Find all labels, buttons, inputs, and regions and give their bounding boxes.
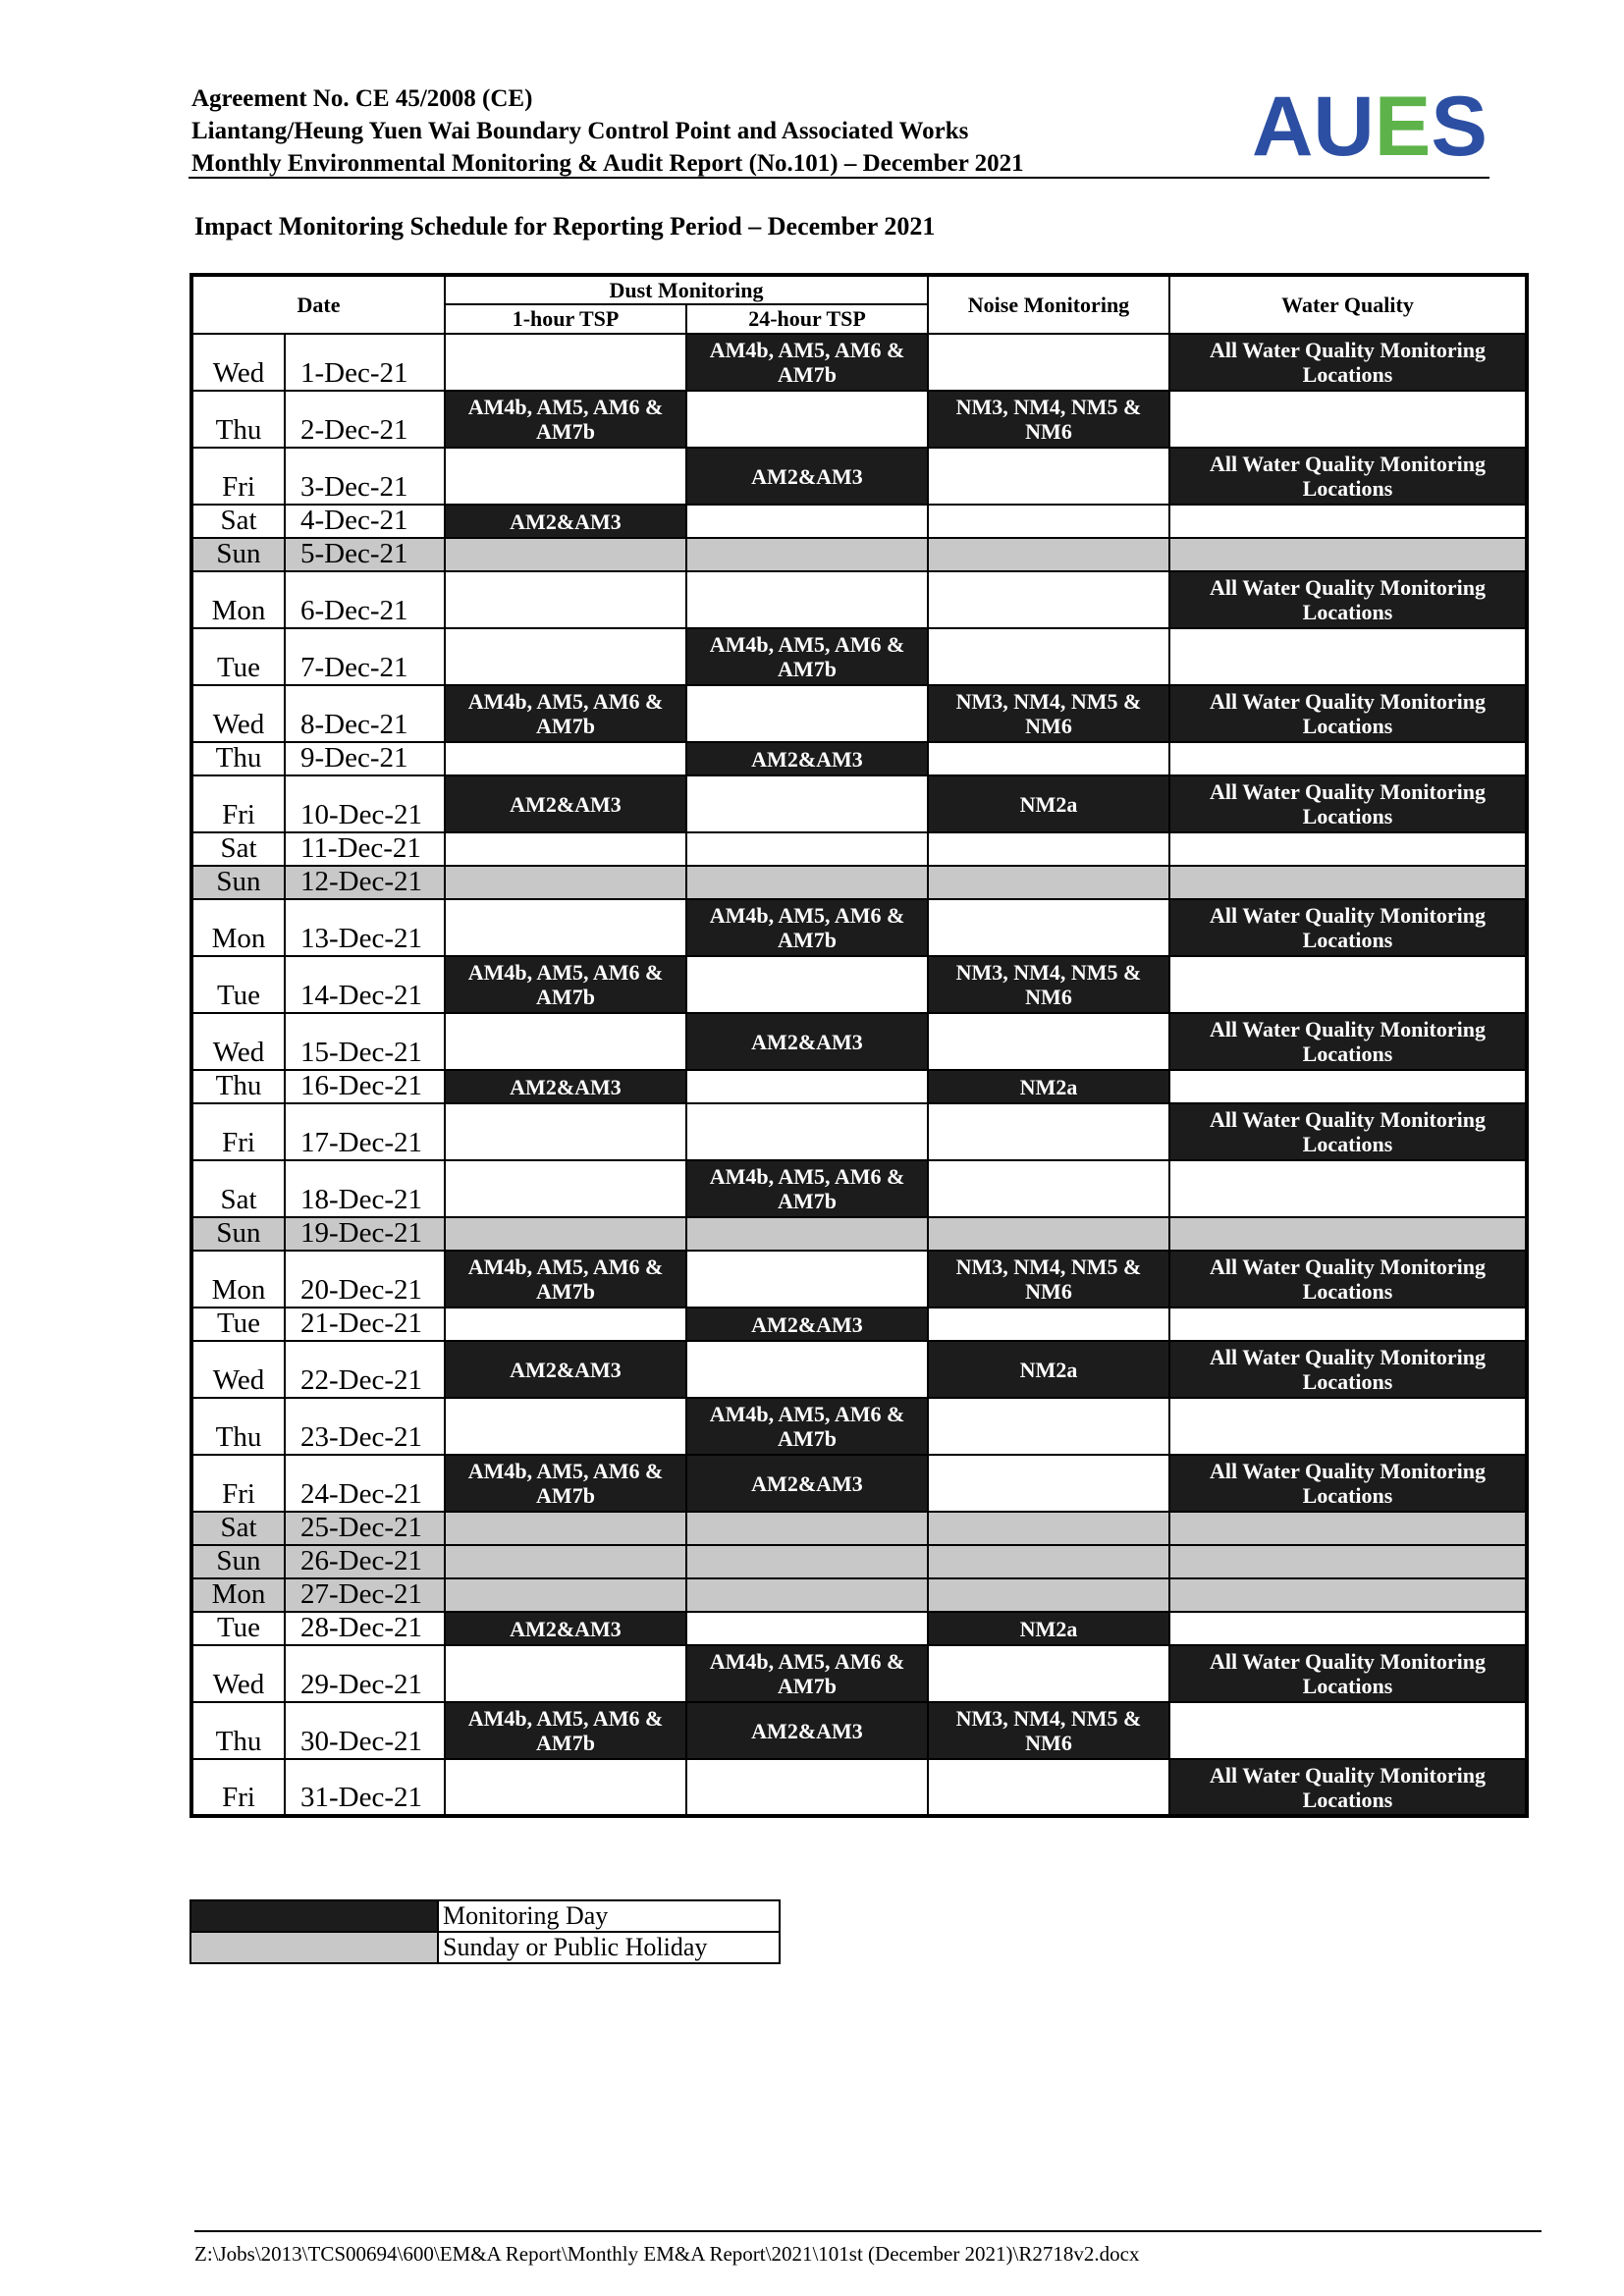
- holiday-label: Sunday or Public Holiday: [438, 1932, 780, 1963]
- day-cell: Sun: [191, 538, 285, 571]
- date-cell: 18-Dec-21: [285, 1160, 445, 1217]
- water-cell-text: All Water Quality Monitoring Locations: [1210, 575, 1486, 624]
- tsp1-cell: [445, 628, 686, 685]
- tsp1-cell: [445, 1341, 686, 1398]
- schedule-row: [191, 1103, 1527, 1160]
- date-cell: 15-Dec-21: [285, 1013, 445, 1070]
- date-cell: 1-Dec-21: [285, 334, 445, 391]
- day-cell: Thu: [191, 1702, 285, 1759]
- water-cell-text: All Water Quality Monitoring Locations: [1210, 1459, 1486, 1508]
- schedule-row: [191, 448, 1527, 505]
- noise-cell-text: NM3, NM4, NM5 & NM6: [955, 689, 1142, 738]
- schedule-row: [191, 1545, 1527, 1578]
- day-cell: Tue: [191, 956, 285, 1013]
- schedule-row: [191, 956, 1527, 1013]
- tsp24-cell: [686, 742, 928, 775]
- schedule-row: [191, 775, 1527, 832]
- logo-letter-a: A: [1252, 80, 1314, 172]
- tsp1-cell: [445, 448, 686, 505]
- date-cell: 22-Dec-21: [285, 1341, 445, 1398]
- tsp24-cell: [686, 685, 928, 742]
- noise-cell: [928, 391, 1169, 448]
- date-cell: 14-Dec-21: [285, 956, 445, 1013]
- tsp24-cell-text: AM2&AM3: [751, 1029, 863, 1054]
- tsp1-cell: [445, 775, 686, 832]
- noise-cell: [928, 1455, 1169, 1512]
- day-cell: Wed: [191, 1013, 285, 1070]
- noise-cell: [928, 1308, 1169, 1341]
- noise-monitoring-header: Noise Monitoring: [928, 275, 1169, 334]
- schedule-row: [191, 899, 1527, 956]
- schedule-row: [191, 1013, 1527, 1070]
- tsp24-cell: [686, 1702, 928, 1759]
- day-cell: Thu: [191, 742, 285, 775]
- day-cell: Mon: [191, 899, 285, 956]
- water-cell-text: All Water Quality Monitoring Locations: [1210, 779, 1486, 828]
- tsp1-cell: [445, 685, 686, 742]
- tsp1-cell: [445, 1398, 686, 1455]
- noise-cell: [928, 832, 1169, 866]
- schedule-row: [191, 391, 1527, 448]
- tsp1-cell-text: AM2&AM3: [510, 1074, 622, 1099]
- schedule-row: [191, 1308, 1527, 1341]
- water-cell: [1169, 1455, 1527, 1512]
- tsp24-cell: [686, 1103, 928, 1160]
- noise-cell: [928, 1160, 1169, 1217]
- holiday-swatch: [190, 1932, 438, 1963]
- tsp1-cell: [445, 1455, 686, 1512]
- noise-cell-text: NM3, NM4, NM5 & NM6: [955, 1255, 1142, 1304]
- tsp24-cell: [686, 1645, 928, 1702]
- day-cell: Fri: [191, 448, 285, 505]
- tsp24-cell: [686, 538, 928, 571]
- day-cell: Wed: [191, 1645, 285, 1702]
- day-cell: Fri: [191, 775, 285, 832]
- noise-cell: [928, 899, 1169, 956]
- schedule-row: [191, 334, 1527, 391]
- schedule-row: [191, 832, 1527, 866]
- day-cell: Tue: [191, 1612, 285, 1645]
- tsp24-cell: [686, 832, 928, 866]
- water-cell-text: All Water Quality Monitoring Locations: [1210, 452, 1486, 501]
- footer-file-path: Z:\Jobs\2013\TCS00694\600\EM&A Report\Monthly EM&A Report\2021\101st (December 2021)\R2718v2.docx: [194, 2242, 1140, 2266]
- aues-logo: [1252, 79, 1492, 172]
- water-cell: [1169, 1759, 1527, 1816]
- noise-cell: [928, 628, 1169, 685]
- schedule-row: [191, 1612, 1527, 1645]
- tsp1-cell: [445, 1217, 686, 1251]
- tsp24-cell-text: AM2&AM3: [751, 1718, 863, 1743]
- tsp24-cell: [686, 866, 928, 899]
- tsp1-cell-text: AM4b, AM5, AM6 & AM7b: [467, 1255, 664, 1304]
- date-cell: 7-Dec-21: [285, 628, 445, 685]
- noise-cell: [928, 1217, 1169, 1251]
- tsp1-cell: [445, 742, 686, 775]
- tsp24-cell: [686, 1512, 928, 1545]
- tsp24-cell: [686, 1308, 928, 1341]
- tsp24-cell: [686, 775, 928, 832]
- day-cell: Wed: [191, 685, 285, 742]
- tsp24-cell: [686, 334, 928, 391]
- tsp24-cell: [686, 628, 928, 685]
- noise-cell: [928, 1103, 1169, 1160]
- date-cell: 16-Dec-21: [285, 1070, 445, 1103]
- water-cell: [1169, 1308, 1527, 1341]
- water-cell: [1169, 775, 1527, 832]
- tsp24-cell-text: AM2&AM3: [751, 463, 863, 489]
- day-cell: Thu: [191, 1070, 285, 1103]
- legend: [189, 1899, 781, 1964]
- tsp24-cell-text: AM4b, AM5, AM6 & AM7b: [709, 903, 905, 952]
- tsp24-cell-text: AM4b, AM5, AM6 & AM7b: [709, 1649, 905, 1698]
- tsp1-cell: [445, 391, 686, 448]
- tsp1-cell: [445, 1251, 686, 1308]
- schedule-row: [191, 1398, 1527, 1455]
- date-cell: 2-Dec-21: [285, 391, 445, 448]
- tsp1-cell: [445, 899, 686, 956]
- date-cell: 27-Dec-21: [285, 1578, 445, 1612]
- tsp1-cell: [445, 1013, 686, 1070]
- water-cell: [1169, 1545, 1527, 1578]
- footer-divider: [194, 2230, 1542, 2232]
- logo-letter-s: S: [1431, 80, 1488, 172]
- tsp1-cell: [445, 1070, 686, 1103]
- water-cell-text: All Water Quality Monitoring Locations: [1210, 1762, 1486, 1812]
- date-cell: 8-Dec-21: [285, 685, 445, 742]
- tsp1-cell: [445, 334, 686, 391]
- date-cell: 12-Dec-21: [285, 866, 445, 899]
- schedule-row: [191, 685, 1527, 742]
- tsp1-cell: [445, 1612, 686, 1645]
- tsp-1hour-header: 1-hour TSP: [445, 304, 686, 334]
- tsp1-cell: [445, 1702, 686, 1759]
- tsp24-cell-text: AM4b, AM5, AM6 & AM7b: [709, 632, 905, 681]
- day-cell: Mon: [191, 1251, 285, 1308]
- noise-cell: [928, 571, 1169, 628]
- noise-cell-text: NM3, NM4, NM5 & NM6: [955, 1706, 1142, 1755]
- noise-cell: [928, 334, 1169, 391]
- day-cell: Sat: [191, 505, 285, 538]
- water-cell: [1169, 956, 1527, 1013]
- dust-monitoring-header: Dust Monitoring: [445, 275, 928, 304]
- schedule-row: [191, 1251, 1527, 1308]
- tsp1-cell-text: AM4b, AM5, AM6 & AM7b: [467, 1706, 664, 1755]
- schedule-row: [191, 1645, 1527, 1702]
- schedule-row: [191, 628, 1527, 685]
- day-cell: Sun: [191, 1545, 285, 1578]
- tsp24-cell-text: AM4b, AM5, AM6 & AM7b: [709, 1164, 905, 1213]
- schedule-row: [191, 538, 1527, 571]
- date-cell: 19-Dec-21: [285, 1217, 445, 1251]
- noise-cell: [928, 1251, 1169, 1308]
- project-name: Liantang/Heung Yuen Wai Boundary Control Point and Associated Works: [191, 118, 969, 144]
- tsp24-cell-text: AM2&AM3: [751, 1311, 863, 1337]
- water-cell: [1169, 1578, 1527, 1612]
- schedule-row: [191, 1759, 1527, 1816]
- tsp1-cell-text: AM4b, AM5, AM6 & AM7b: [467, 395, 664, 444]
- tsp24-cell-text: AM4b, AM5, AM6 & AM7b: [709, 338, 905, 387]
- water-cell: [1169, 1217, 1527, 1251]
- tsp1-cell: [445, 1103, 686, 1160]
- schedule-row: [191, 1160, 1527, 1217]
- water-cell: [1169, 1341, 1527, 1398]
- date-cell: 29-Dec-21: [285, 1645, 445, 1702]
- date-cell: 5-Dec-21: [285, 538, 445, 571]
- water-cell-text: All Water Quality Monitoring Locations: [1210, 903, 1486, 952]
- water-cell-text: All Water Quality Monitoring Locations: [1210, 689, 1486, 738]
- water-cell: [1169, 391, 1527, 448]
- day-cell: Thu: [191, 1398, 285, 1455]
- monitoring-schedule-table: [189, 273, 1529, 1818]
- tsp24-cell: [686, 571, 928, 628]
- tsp24-cell: [686, 1251, 928, 1308]
- date-cell: 21-Dec-21: [285, 1308, 445, 1341]
- water-cell: [1169, 448, 1527, 505]
- water-cell: [1169, 742, 1527, 775]
- schedule-title: Impact Monitoring Schedule for Reporting Period – December 2021: [194, 212, 936, 240]
- noise-cell-text: NM2a: [1019, 1074, 1078, 1099]
- noise-cell-text: NM3, NM4, NM5 & NM6: [955, 960, 1142, 1009]
- tsp1-cell: [445, 1160, 686, 1217]
- day-cell: Fri: [191, 1103, 285, 1160]
- monitoring-day-label: Monitoring Day: [438, 1900, 780, 1932]
- day-cell: Mon: [191, 1578, 285, 1612]
- schedule-row: [191, 1341, 1527, 1398]
- date-cell: 26-Dec-21: [285, 1545, 445, 1578]
- tsp1-cell: [445, 1759, 686, 1816]
- noise-cell: [928, 1013, 1169, 1070]
- water-cell: [1169, 1013, 1527, 1070]
- tsp24-cell: [686, 1341, 928, 1398]
- noise-cell: [928, 505, 1169, 538]
- tsp1-cell: [445, 1308, 686, 1341]
- noise-cell: [928, 448, 1169, 505]
- tsp1-cell-text: AM2&AM3: [510, 1616, 622, 1641]
- tsp24-cell: [686, 1455, 928, 1512]
- schedule-row: [191, 866, 1527, 899]
- tsp1-cell-text: AM4b, AM5, AM6 & AM7b: [467, 1459, 664, 1508]
- water-cell-text: All Water Quality Monitoring Locations: [1210, 1345, 1486, 1394]
- tsp24-cell: [686, 1578, 928, 1612]
- water-cell: [1169, 1512, 1527, 1545]
- water-cell: [1169, 628, 1527, 685]
- noise-cell: [928, 1645, 1169, 1702]
- noise-cell: [928, 685, 1169, 742]
- noise-cell-text: NM2a: [1019, 791, 1078, 817]
- schedule-row: [191, 1217, 1527, 1251]
- schedule-row: [191, 1070, 1527, 1103]
- day-cell: Sun: [191, 866, 285, 899]
- agreement-number: Agreement No. CE 45/2008 (CE): [191, 85, 533, 112]
- noise-cell: [928, 1578, 1169, 1612]
- noise-cell-text: NM2a: [1019, 1616, 1078, 1641]
- header-divider: [189, 177, 1489, 179]
- water-cell: [1169, 832, 1527, 866]
- date-cell: 30-Dec-21: [285, 1702, 445, 1759]
- schedule-row: [191, 571, 1527, 628]
- tsp1-cell: [445, 956, 686, 1013]
- water-quality-header: Water Quality: [1169, 275, 1527, 334]
- noise-cell-text: NM2a: [1019, 1357, 1078, 1382]
- noise-cell: [928, 1512, 1169, 1545]
- tsp1-cell-text: AM2&AM3: [510, 508, 622, 534]
- water-cell: [1169, 1070, 1527, 1103]
- water-cell: [1169, 1251, 1527, 1308]
- date-cell: 20-Dec-21: [285, 1251, 445, 1308]
- tsp24-cell: [686, 448, 928, 505]
- tsp24-cell: [686, 1160, 928, 1217]
- tsp1-cell: [445, 832, 686, 866]
- noise-cell: [928, 1398, 1169, 1455]
- water-cell: [1169, 1612, 1527, 1645]
- day-cell: Sat: [191, 832, 285, 866]
- date-cell: 10-Dec-21: [285, 775, 445, 832]
- water-cell: [1169, 538, 1527, 571]
- date-cell: 6-Dec-21: [285, 571, 445, 628]
- date-cell: 25-Dec-21: [285, 1512, 445, 1545]
- tsp1-cell-text: AM2&AM3: [510, 791, 622, 817]
- water-cell-text: All Water Quality Monitoring Locations: [1210, 1255, 1486, 1304]
- noise-cell: [928, 775, 1169, 832]
- day-cell: Wed: [191, 334, 285, 391]
- tsp24-cell: [686, 1759, 928, 1816]
- water-cell: [1169, 1702, 1527, 1759]
- monitoring-day-swatch: [190, 1900, 438, 1932]
- tsp1-cell-text: AM4b, AM5, AM6 & AM7b: [467, 960, 664, 1009]
- tsp24-cell: [686, 1612, 928, 1645]
- noise-cell: [928, 1612, 1169, 1645]
- date-cell: 4-Dec-21: [285, 505, 445, 538]
- tsp24-cell: [686, 1013, 928, 1070]
- day-cell: Sun: [191, 1217, 285, 1251]
- day-cell: Fri: [191, 1455, 285, 1512]
- water-cell: [1169, 505, 1527, 538]
- noise-cell: [928, 1759, 1169, 1816]
- day-cell: Mon: [191, 571, 285, 628]
- noise-cell: [928, 1070, 1169, 1103]
- tsp24-cell-text: AM2&AM3: [751, 1470, 863, 1496]
- day-cell: Sat: [191, 1512, 285, 1545]
- date-cell: 3-Dec-21: [285, 448, 445, 505]
- schedule-row: [191, 1455, 1527, 1512]
- tsp24-cell-text: AM2&AM3: [751, 746, 863, 772]
- water-cell-text: All Water Quality Monitoring Locations: [1210, 338, 1486, 387]
- date-cell: 9-Dec-21: [285, 742, 445, 775]
- water-cell-text: All Water Quality Monitoring Locations: [1210, 1017, 1486, 1066]
- tsp1-cell: [445, 1645, 686, 1702]
- tsp1-cell: [445, 1578, 686, 1612]
- tsp1-cell: [445, 538, 686, 571]
- tsp24-cell: [686, 1545, 928, 1578]
- water-cell-text: All Water Quality Monitoring Locations: [1210, 1107, 1486, 1156]
- date-header: Date: [191, 275, 445, 334]
- date-cell: 24-Dec-21: [285, 1455, 445, 1512]
- schedule-row: [191, 1702, 1527, 1759]
- water-cell: [1169, 571, 1527, 628]
- tsp24-cell-text: AM4b, AM5, AM6 & AM7b: [709, 1402, 905, 1451]
- svg-text:AUES: [1252, 80, 1488, 172]
- report-name: Monthly Environmental Monitoring & Audit Report (No.101) – December 2021: [191, 150, 1024, 177]
- schedule-row: [191, 742, 1527, 775]
- water-cell-text: All Water Quality Monitoring Locations: [1210, 1649, 1486, 1698]
- tsp-24hour-header: 24-hour TSP: [686, 304, 928, 334]
- tsp1-cell: [445, 1545, 686, 1578]
- date-cell: 13-Dec-21: [285, 899, 445, 956]
- noise-cell-text: NM3, NM4, NM5 & NM6: [955, 395, 1142, 444]
- tsp24-cell: [686, 1070, 928, 1103]
- noise-cell: [928, 866, 1169, 899]
- day-cell: Fri: [191, 1759, 285, 1816]
- tsp24-cell: [686, 505, 928, 538]
- date-cell: 17-Dec-21: [285, 1103, 445, 1160]
- water-cell: [1169, 685, 1527, 742]
- day-cell: Tue: [191, 628, 285, 685]
- tsp24-cell: [686, 956, 928, 1013]
- water-cell: [1169, 1398, 1527, 1455]
- date-cell: 11-Dec-21: [285, 832, 445, 866]
- logo-letter-u: U: [1313, 80, 1375, 172]
- noise-cell: [928, 538, 1169, 571]
- water-cell: [1169, 899, 1527, 956]
- tsp24-cell: [686, 1217, 928, 1251]
- day-cell: Wed: [191, 1341, 285, 1398]
- noise-cell: [928, 956, 1169, 1013]
- water-cell: [1169, 1160, 1527, 1217]
- noise-cell: [928, 1545, 1169, 1578]
- noise-cell: [928, 1702, 1169, 1759]
- tsp1-cell: [445, 1512, 686, 1545]
- date-cell: 31-Dec-21: [285, 1759, 445, 1816]
- schedule-body: [191, 334, 1527, 1816]
- water-cell: [1169, 334, 1527, 391]
- tsp1-cell: [445, 866, 686, 899]
- date-cell: 23-Dec-21: [285, 1398, 445, 1455]
- schedule-row: [191, 1512, 1527, 1545]
- tsp1-cell-text: AM4b, AM5, AM6 & AM7b: [467, 689, 664, 738]
- water-cell: [1169, 1103, 1527, 1160]
- tsp1-cell: [445, 571, 686, 628]
- tsp1-cell-text: AM2&AM3: [510, 1357, 622, 1382]
- day-cell: Sat: [191, 1160, 285, 1217]
- day-cell: Tue: [191, 1308, 285, 1341]
- tsp1-cell: [445, 505, 686, 538]
- tsp24-cell: [686, 1398, 928, 1455]
- water-cell: [1169, 866, 1527, 899]
- date-cell: 28-Dec-21: [285, 1612, 445, 1645]
- water-cell: [1169, 1645, 1527, 1702]
- noise-cell: [928, 1341, 1169, 1398]
- tsp24-cell: [686, 391, 928, 448]
- logo-letter-e: E: [1374, 80, 1432, 172]
- schedule-row: [191, 1578, 1527, 1612]
- schedule-row: [191, 505, 1527, 538]
- tsp24-cell: [686, 899, 928, 956]
- day-cell: Thu: [191, 391, 285, 448]
- noise-cell: [928, 742, 1169, 775]
